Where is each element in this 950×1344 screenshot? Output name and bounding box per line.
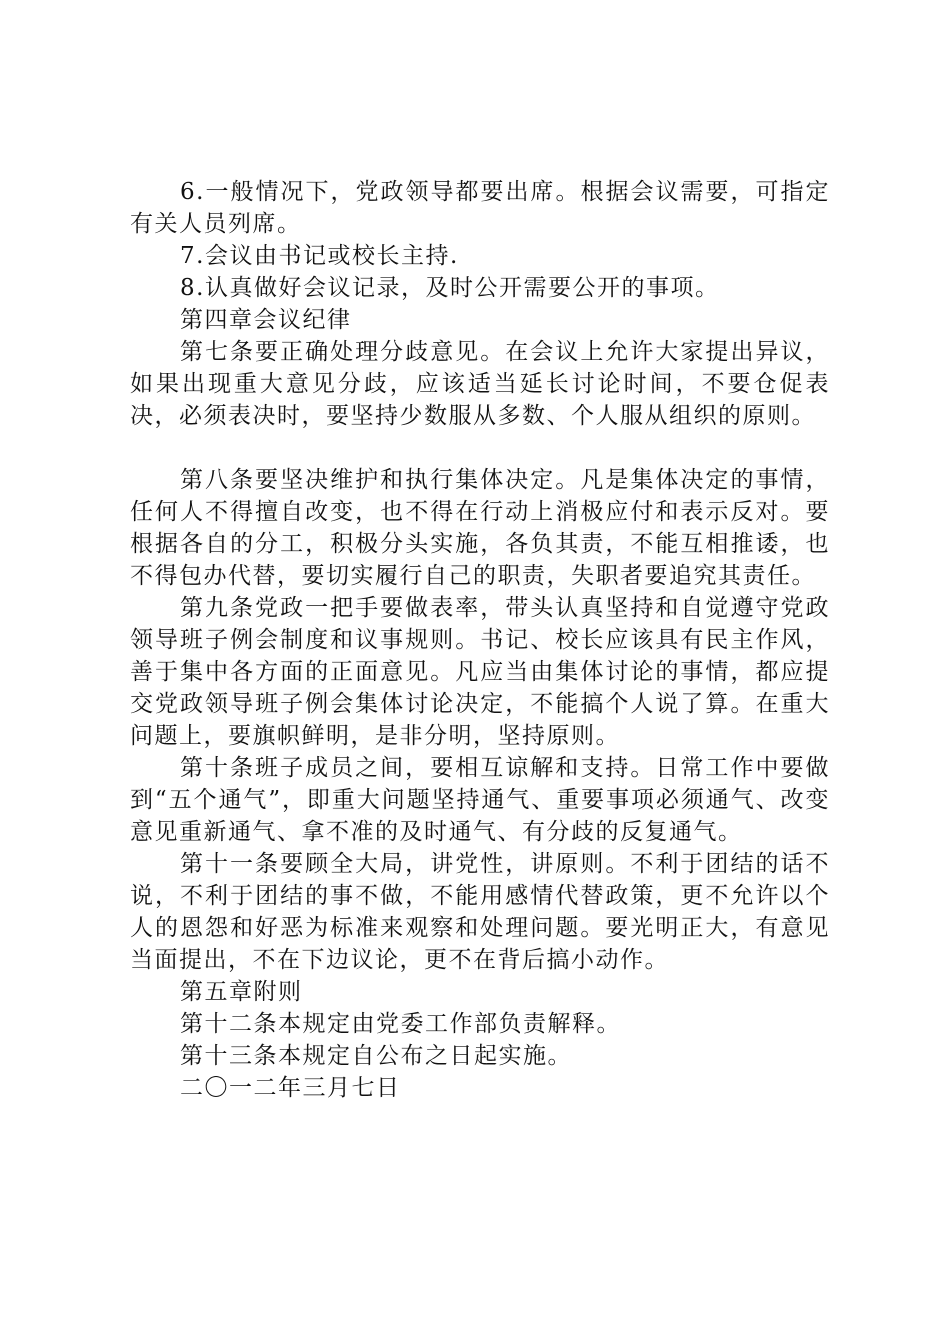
article-10: 第十条班子成员之间，要相互谅解和支持。日常工作中要做到“五个通气”，即重大问题坚持通气、重要事项必须通气、改变意见重新通气、拿不准的及时通气、有分歧的反复通气。 [130,755,830,845]
article-12: 第十二条本规定由党委工作部负责解释。 [180,1011,621,1037]
article-7: 第七条要正确处理分歧意见。在会议上允许大家提出异议，如果出现重大意见分歧，应该适当延长讨论时间，不要仓促表决，必须表决时，要坚持少数服从多数、个人服从组织的原则。 [130,339,830,429]
document-body [130,176,830,1104]
paragraph-gap [130,432,830,464]
paragraph-item-7: 7.会议由书记或校长主持. [180,243,459,269]
chapter-heading-5: 第五章附则 [180,979,303,1005]
article-11: 第十一条要顾全大局，讲党性，讲原则。不利于团结的话不说，不利于团结的事不做，不能用感情代替政策，更不允许以个人的恩怨和好恶为标准来观察和处理问题。要光明正大，有意见当面提出，不在下边议论，更不在背后搞小动作。 [130,851,830,973]
chapter-heading-4: 第四章会议纪律 [180,307,352,333]
paragraph-item-6: 6.一般情况下，党政领导都要出席。根据会议需要，可指定有关人员列席。 [130,179,830,237]
article-9: 第九条党政一把手要做表率，带头认真坚持和自觉遵守党政领导班子例会制度和议事规则。书记、校长应该具有民主作风，善于集中各方面的正面意见。凡应当由集体讨论的事情，都应提交党政领导班子例会集体讨论决定，不能搞个人说了算。在重大问题上，要旗帜鲜明，是非分明，坚持原则。 [130,595,830,749]
article-13: 第十三条本规定自公布之日起实施。 [180,1043,572,1069]
document-date: 二〇一二年三月七日 [180,1075,401,1101]
paragraph-item-8: 8.认真做好会议记录，及时公开需要公开的事项。 [180,275,720,301]
article-8: 第八条要坚决维护和执行集体决定。凡是集体决定的事情，任何人不得擅自改变，也不得在行动上消极应付和表示反对。要根据各自的分工，积极分头实施，各负其责，不能互相推诿，也不得包办代替，要切实履行自己的职责，失职者要追究其责任。 [130,467,830,589]
